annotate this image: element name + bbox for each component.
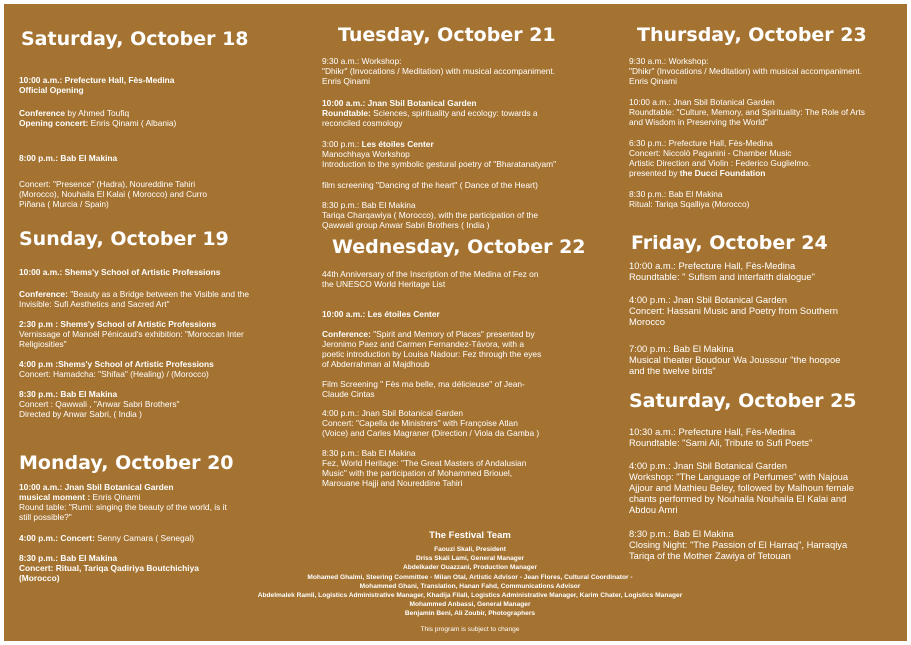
- day-title: Tuesday, October 21: [338, 24, 556, 46]
- event-item: [322, 408, 612, 438]
- event-item: [629, 97, 905, 127]
- day-title: Saturday, October 18: [21, 28, 249, 50]
- team-line: Abdelkader Ouazzani, Production Manager: [402, 564, 538, 572]
- event-text: 6:30 p.m.: Prefecture Hall, Fès-Medina Concert: Niccolò Paganini - Chamber Music Artistic Direction and Violin : Federico Guglielmo. presented by: [629, 138, 811, 178]
- event-text: 8:30 p.m.: Bab El Makina Tariqa Charqawiya ( Morocco), with the participation of the Qawwali group Anwar Sabri Brothers ( India ): [322, 200, 538, 230]
- event-text: 10:00 a.m.: Prefecture Hall, Fès-Medina Roundtable: " Sufism and interfaith dialogue": [629, 260, 815, 282]
- event-item: [322, 269, 612, 289]
- event-text: "Beauty as a Bridge between the Visible and the Invisible: Sufi Aesthetics and Sacred Art": [19, 289, 250, 309]
- festival-team: [200, 530, 740, 634]
- team-line: Abdelmalek Ramli, Logistics Administrative Manager, Khadija Filali, Logistics Administrative Manager, Karim Chater, Logistics Manager: [257, 592, 683, 600]
- day-title: Thursday, October 23: [637, 24, 867, 46]
- event-item: [19, 482, 299, 522]
- event-text-bold: Conference:: [322, 329, 371, 339]
- event-text-bold: 10:00 a.m.: Shems'y School of Artistic Professions: [19, 267, 221, 277]
- event-text-bold: 8:30 p.m.: Bab El Makina: [19, 389, 118, 399]
- event-text: 9:30 a.m.: Workshop: "Dhikr" (Invocations / Meditation) with musical accompaniment. Enris Qinami: [629, 56, 863, 86]
- event-text: Enris Qinami ( Albania): [88, 118, 177, 128]
- event-text-bold: the Ducci Foundation: [679, 168, 766, 178]
- team-line: Mohamed Ghalmi, Steering Committee - Milan Otal, Artistic Advisor - Jean Flores, Cultural Coordinator -: [307, 573, 633, 581]
- event-text: 4:00 p.m.: Jnan Sbil Botanical Garden Concert: Hassani Music and Poetry from Southern Morocco: [629, 294, 838, 327]
- event-item: [19, 319, 299, 349]
- event-text: 44th Anniversary of the Inscription of the Medina of Fez on the UNESCO World Heritage List: [322, 269, 539, 289]
- event-text-bold: 10:00 a.m.: Jnan Sbil Botanical Garden Roundtable:: [322, 98, 477, 118]
- event-text: 8:30 p.m.: Bab El Makina Closing Night: "The Passion of El Harraq", Harraqiya Tariqa of the Mother Zawiya of Tetouan: [629, 528, 848, 561]
- event-item: [322, 309, 612, 319]
- team-line: Faouzi Skali, President: [434, 546, 506, 553]
- event-text-bold: 10:00 a.m.: Jnan Sbil Botanical Garden musical moment :: [19, 482, 174, 502]
- event-item: [322, 98, 612, 128]
- program-sheet: [4, 4, 907, 641]
- event-text: Concert: "Presence" (Hadra), Noureddine Tahiri (Morocco), Nouhaila El Kalai ( Morocco) and Curro Piñana ( Murcia / Spain): [19, 179, 208, 209]
- event-item: [629, 343, 905, 376]
- event-item: [19, 359, 299, 379]
- event-text: 4:00 p.m.: Jnan Sbil Botanical Garden Workshop: "The Language of Perfumes" with Najoua Ajjour and Mathieu Beley, followed by Malhoun female chants performed by Nouhaila Nouhaila El Kalai and Abdou Amri: [629, 460, 854, 515]
- event-item: [629, 56, 905, 86]
- program-change-note: This program is subject to change: [420, 625, 520, 633]
- event-text-bold: 10:00 a.m.: Les étoiles Center: [322, 309, 440, 319]
- event-text-bold: 2:30 p.m : Shems'y School of Artistic Professions: [19, 319, 217, 329]
- event-text: Manochhaya Workshop Introduction to the symbolic gestural poetry of "Bharatanatyam": [322, 149, 557, 169]
- event-text: Sciences, spirituality and ecology: towards a reconciled cosmology: [322, 108, 538, 128]
- event-text: Film Screening " Fès ma belle, ma délicieuse" of Jean- Claude Cintas: [322, 379, 525, 399]
- event-text: 7:00 p.m.: Bab El Makina Musical theater Boudour Wa Joussour "the hoopoe and the twelve birds": [629, 343, 841, 376]
- day-title: Sunday, October 19: [19, 228, 229, 250]
- team-line: Mohammed Anbassi, General Manager: [409, 601, 531, 609]
- event-item: [322, 329, 612, 369]
- event-text-bold: 10:00 a.m.: Prefecture Hall, Fès-Medina Official Opening: [19, 75, 175, 95]
- event-text-bold: Les étoiles Center: [361, 139, 434, 149]
- event-item: [322, 448, 612, 488]
- event-text-bold: 8:30 p.m.: Bab El Makina Concert: Ritual, Tariqa Qadiriya Boutchichiya (Morocco): [19, 553, 199, 583]
- event-item: [629, 294, 905, 327]
- day-title: Saturday, October 25: [629, 390, 857, 412]
- event-text: 10:00 a.m.: Jnan Sbil Botanical Garden Roundtable: "Culture, Memory, and Spirituality: The Role of Arts and Wisdom in Preserving the World": [629, 97, 865, 127]
- team-line: Driss Skali Lami, General Manager: [415, 555, 525, 563]
- day-title: Friday, October 24: [631, 232, 828, 254]
- event-text: 9:30 a.m.: Workshop: "Dhikr" (Invocations / Meditation) with musical accompaniment. Enris Qinami: [322, 56, 556, 86]
- event-item: [19, 389, 299, 419]
- event-text: Concert : Qawwali , "Anwar Sabri Brothers" Directed by Anwar Sabri, ( India ): [19, 399, 180, 419]
- event-item: [322, 56, 612, 86]
- event-item: [19, 267, 299, 277]
- event-item: [629, 426, 905, 448]
- team-line: Mohammed Ghani, Translation, Hanan Fahd, Communications Advisor: [359, 582, 581, 590]
- festival-team-title: The Festival Team: [429, 530, 511, 541]
- event-text: "Spirit and Memory of Places" presented by Jeronimo Paez and Carmen Fernandez-Távora, with a poetic introduction by Louisa Nadour: Fez through the eyes of Abderrahman al Majdhoub: [322, 329, 542, 369]
- event-text: Senny Camara ( Senegal): [94, 533, 195, 543]
- event-item: [322, 200, 612, 230]
- event-text: film screening "Dancing of the heart" ( Dance of the Heart): [322, 180, 538, 190]
- event-item: [629, 260, 905, 282]
- event-item: [322, 180, 612, 190]
- event-text-bold: 4:00 p.m.: Concert:: [19, 533, 95, 543]
- event-item: [629, 460, 905, 515]
- event-item: [629, 138, 905, 178]
- event-item: [19, 289, 299, 309]
- event-text-bold: Conference:: [19, 289, 68, 299]
- festival-team-list: [200, 545, 740, 619]
- event-item: [322, 139, 612, 169]
- event-text-bold: Conference: [19, 108, 66, 118]
- day-title: Wednesday, October 22: [332, 236, 586, 258]
- event-text: 10:30 a.m.: Prefecture Hall, Fès-Medina Roundtable: "Sami Ali, Tribute to Sufi Poets": [629, 426, 813, 448]
- event-item: [19, 108, 299, 128]
- event-text: Concert: Hamadcha: "Shifaa" (Healing) / (Morocco): [19, 369, 209, 379]
- event-item: [19, 153, 299, 163]
- event-text: Vernissage of Manoël Pénicaud's exhibition: "Moroccan Inter Religiosities": [19, 329, 244, 349]
- event-text: by Ahmed Toufiq: [67, 108, 130, 118]
- event-text: 3:00 p.m.:: [322, 139, 362, 149]
- day-title: Monday, October 20: [19, 452, 234, 474]
- event-item: [19, 75, 299, 95]
- event-text-bold: Opening concert:: [19, 118, 89, 128]
- event-text: 4:00 p.m.: Jnan Sbil Botanical Garden Concert: "Capella de Ministrers" with Françoise Atlan (Voice) and Carles Magraner (Direction / Viola da Gamba ): [322, 408, 540, 438]
- event-text-bold: 4:00 p.m :Shems'y School of Artistic Professions: [19, 359, 214, 369]
- event-text: 8:30 p.m.: Bab El Makina Ritual: Tariqa Sqalliya (Morocco): [629, 189, 750, 209]
- event-text: Enris Qinami Round table: "Rumi: singing the beauty of the world, is it still possible?": [19, 492, 227, 522]
- event-item: [629, 189, 905, 209]
- team-line: Benjamin Beni, Ali Zoubir, Photographers: [404, 610, 536, 618]
- event-text: 8:30 p.m.: Bab El Makina Fez, World Heritage: "The Great Masters of Andalusian Music" with the participation of Mohammed Briouel, Marouane Hajji and Noureddine Tahiri: [322, 448, 527, 488]
- event-item: [322, 379, 612, 399]
- event-text-bold: 8:00 p.m.: Bab El Makina: [19, 153, 118, 163]
- event-item: [19, 179, 299, 209]
